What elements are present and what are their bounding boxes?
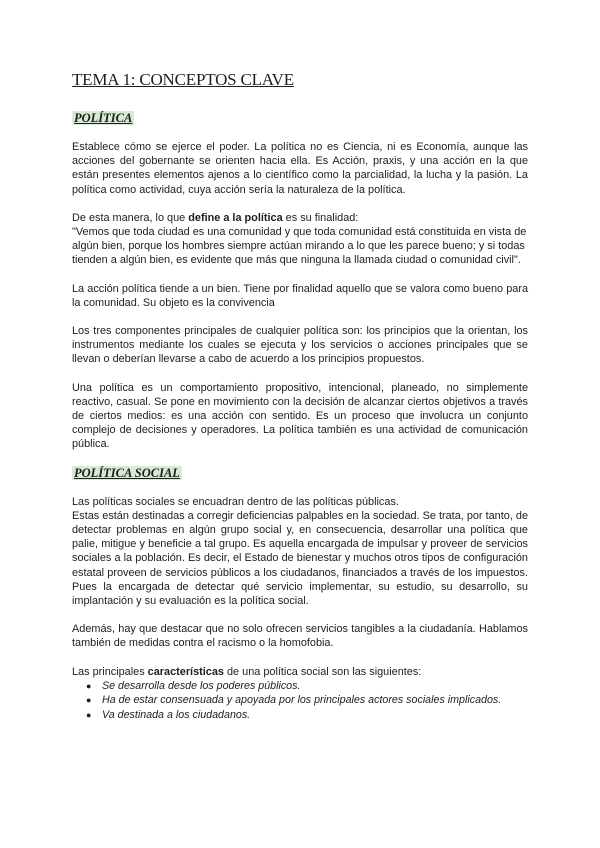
section-heading-politica-text: POLÍTICA xyxy=(74,111,133,125)
list-item xyxy=(86,708,528,723)
paragraph-social-2: Estas están destinadas a corregir deficiencias palpables en la sociedad. Se trata, por tanto, de detectar problemas en algún grupo social y, en consecuencia, desarrollar una política que palie, mitigue y beneficie a tal grupo. Es aquella encargada de impulsar y proveer de servicios sociales a la población. Es decir, el Estado de bienestar y muchos otros tipos de configuración estatal proveen de servicios públicos a los ciudadanos, financiados a través de los impuestos. Pues la encargada de detectar qué servicio implementar, su estudio, su desarrollo, su implantación y su evaluación es la política social. xyxy=(72,509,528,608)
list-item xyxy=(86,679,528,694)
paragraph-social-4-after: de una política social son las siguientes: xyxy=(223,665,422,678)
paragraph-politica-2 xyxy=(72,211,528,268)
bullet-icon: ● xyxy=(86,680,92,691)
quote-aristotle: "Vemos que toda ciudad es una comunidad y que toda comunidad está constituida en vista de algún bien, porque los hombres siempre actúan mirando a lo que les parece bueno; y si todas tienden a algún bien, es evidente que más que ninguna la llamada ciudad o comunidad civil". xyxy=(72,226,527,267)
paragraph-social-1: Las políticas sociales se encuadran dentro de las políticas públicas. xyxy=(72,495,399,508)
features-list xyxy=(72,679,528,723)
section-heading-politica-social xyxy=(72,466,528,481)
paragraph-social-4-bold: características xyxy=(147,665,224,678)
paragraph-politica-2-before: De esta manera, lo que xyxy=(72,211,189,224)
paragraph-social-3: Además, hay que destacar que no solo ofrecen servicios tangibles a la ciudadanía. Hablamos también de medidas contra el racismo o la homofobia. xyxy=(72,623,528,650)
paragraph-social-4-before: Las principales xyxy=(72,665,148,678)
feature-text: Se desarrolla desde los poderes públicos. xyxy=(102,679,301,692)
bullet-icon: ● xyxy=(86,695,92,706)
feature-text: Ha de estar consensuada y apoyada por los principales actores sociales implicados. xyxy=(102,694,502,707)
bullet-icon: ● xyxy=(86,710,92,721)
section-heading-politica-social-text: POLÍTICA SOCIAL xyxy=(74,465,180,480)
feature-text: Va destinada a los ciudadanos. xyxy=(102,709,251,722)
paragraph-politica-3: La acción política tiende a un bien. Tiene por finalidad aquello que se valora como bueno para la comunidad. Su objeto es la convivencia xyxy=(72,282,528,309)
paragraph-politica-1: Establece cómo se ejerce el poder. La política no es Ciencia, ni es Economía, aunque las acciones del gobernante se orienten hacia ella. Es Acción, praxis, y una acción en la que están presentes elementos ajenos a lo científico como la parcialidad, la lucha y la pasión. La política como actividad, cuya acción sería la naturaleza de la política. xyxy=(72,141,528,196)
paragraph-politica-2-after: es su finalidad: xyxy=(282,211,359,224)
paragraph-social-4 xyxy=(72,665,528,679)
paragraph-politica-2-bold: define a la política xyxy=(188,211,283,224)
paragraph-politica-4: Los tres componentes principales de cualquier política son: los principios que la orientan, los instrumentos mediante los cuales se ejecuta y los servicios o acciones principales que se llevan o deberían llevarse a cabo de acuerdo a los principios propuestos. xyxy=(72,325,528,366)
section-heading-politica xyxy=(72,111,528,126)
page-title: TEMA 1: CONCEPTOS CLAVE xyxy=(72,70,294,89)
paragraph-politica-5: Una política es un comportamiento propositivo, intencional, planeado, no simplemente reactivo, casual. Se pone en movimiento con la decisión de alcanzar ciertos objetivos a través de ciertos medios: es una acción con sentido. Es un proceso que involucra un conjunto complejo de decisiones y operadores. La política también es una actividad de comunicación pública. xyxy=(72,381,528,451)
list-item xyxy=(86,693,528,708)
